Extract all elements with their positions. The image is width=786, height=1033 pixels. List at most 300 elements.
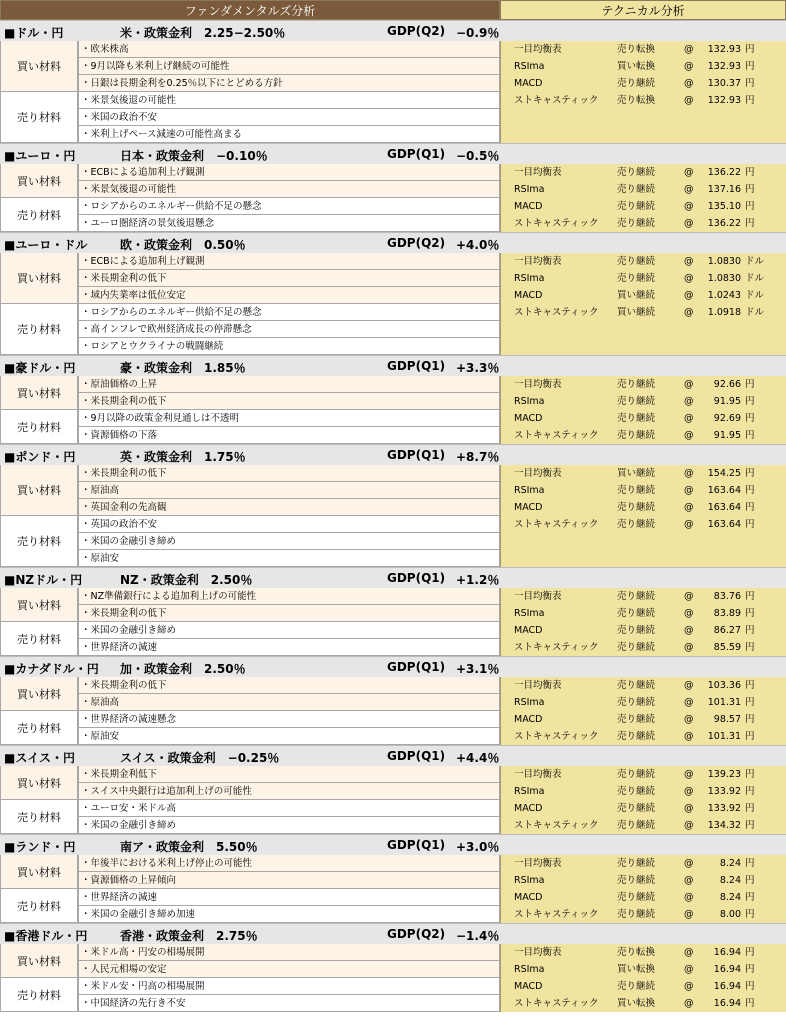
price-unit: 円 xyxy=(745,803,755,814)
technical-row xyxy=(500,92,786,109)
buy-factors-label: 買い材料 xyxy=(0,855,78,889)
indicator-name: RSIma xyxy=(514,485,545,496)
signal-status: 売り継続 xyxy=(617,625,656,636)
price-unit: ドル xyxy=(745,307,765,318)
signal-status: 売り継続 xyxy=(617,430,656,441)
buy-factor-item: ・米ドル高・円安の相場展開 xyxy=(78,944,500,961)
sell-factors-label: 売り材料 xyxy=(0,711,78,745)
at-symbol: @ xyxy=(684,167,694,178)
price-value: 132.93 xyxy=(707,95,741,106)
technical-row xyxy=(500,639,786,656)
signal-status: 売り継続 xyxy=(617,892,656,903)
pair-name: ■ランド・円 xyxy=(4,840,76,854)
price-value: 135.10 xyxy=(707,201,741,212)
price-value: 16.94 xyxy=(713,998,741,1009)
price-unit: 円 xyxy=(745,875,755,886)
buy-factors-label: 買い材料 xyxy=(0,41,78,92)
technical-row xyxy=(500,605,786,622)
price-unit: 円 xyxy=(745,608,755,619)
price-value: 101.31 xyxy=(707,697,741,708)
fundamentals-header: ファンダメンタルズ分析 xyxy=(0,0,500,20)
sell-factor-item: ・原油安 xyxy=(78,728,500,745)
at-symbol: @ xyxy=(684,731,694,742)
at-symbol: @ xyxy=(684,642,694,653)
signal-status: 売り継続 xyxy=(617,680,656,691)
policy-rate: 米・政策金利 2.25−2.50％ xyxy=(120,26,286,40)
signal-status: 売り継続 xyxy=(617,858,656,869)
at-symbol: @ xyxy=(684,625,694,636)
price-unit: 円 xyxy=(745,642,755,653)
technical-row xyxy=(500,516,786,533)
gdp-value: +4.4％ xyxy=(456,751,500,765)
technical-row xyxy=(500,766,786,783)
at-symbol: @ xyxy=(684,273,694,284)
price-value: 132.93 xyxy=(707,44,741,55)
sell-factor-item: ・米国の金融引き締め加速 xyxy=(78,906,500,923)
gdp-label: GDP(Q2) xyxy=(387,24,446,38)
signal-status: 買い継続 xyxy=(617,307,656,318)
sell-factor-item: ・ロシアとウクライナの戦闘継続 xyxy=(78,338,500,355)
pair-title-bar xyxy=(0,745,786,766)
gdp-value: +4.0％ xyxy=(456,238,500,252)
technical-row xyxy=(500,783,786,800)
indicator-name: ストキャスティック xyxy=(514,731,599,742)
pair-name: ■カナダドル・円 xyxy=(4,662,99,676)
indicator-name: ストキャスティック xyxy=(514,820,599,831)
indicator-name: MACD xyxy=(514,78,543,89)
technical-row xyxy=(500,817,786,834)
buy-factor-item: ・資源価格の上昇傾向 xyxy=(78,872,500,889)
technical-row xyxy=(500,287,786,304)
buy-factor-item: ・域内失業率は低位安定 xyxy=(78,287,500,304)
technical-header: テクニカル分析 xyxy=(500,0,786,20)
signal-status: 売り継続 xyxy=(617,502,656,513)
at-symbol: @ xyxy=(684,519,694,530)
indicator-name: MACD xyxy=(514,413,543,424)
gdp-label: GDP(Q2) xyxy=(387,236,446,250)
price-value: 101.31 xyxy=(707,731,741,742)
pair-title-bar xyxy=(0,355,786,376)
technical-row xyxy=(500,677,786,694)
technical-row xyxy=(500,711,786,728)
policy-rate: スイス・政策金利 −0.25％ xyxy=(120,751,280,765)
indicator-name: MACD xyxy=(514,290,543,301)
signal-status: 売り継続 xyxy=(617,731,656,742)
signal-status: 売り継続 xyxy=(617,201,656,212)
signal-status: 売り転換 xyxy=(617,947,656,958)
indicator-name: 一目均衡表 xyxy=(514,379,562,390)
indicator-name: RSIma xyxy=(514,273,545,284)
gdp-value: +1.2％ xyxy=(456,573,500,587)
signal-status: 売り継続 xyxy=(617,413,656,424)
at-symbol: @ xyxy=(684,909,694,920)
sell-factor-item: ・英国の政治不安 xyxy=(78,516,500,533)
signal-status: 売り継続 xyxy=(617,786,656,797)
at-symbol: @ xyxy=(684,680,694,691)
price-unit: 円 xyxy=(745,379,755,390)
sell-factor-item: ・米国の金融引き締め xyxy=(78,622,500,639)
technical-row xyxy=(500,215,786,232)
signal-status: 売り継続 xyxy=(617,714,656,725)
signal-status: 買い継続 xyxy=(617,468,656,479)
price-unit: 円 xyxy=(745,964,755,975)
at-symbol: @ xyxy=(684,769,694,780)
technical-row xyxy=(500,995,786,1012)
pair-title-bar xyxy=(0,20,786,41)
buy-factor-item: ・米長期金利の低下 xyxy=(78,465,500,482)
indicator-name: 一目均衡表 xyxy=(514,591,562,602)
price-unit: 円 xyxy=(745,892,755,903)
price-unit: 円 xyxy=(745,167,755,178)
at-symbol: @ xyxy=(684,697,694,708)
indicator-name: MACD xyxy=(514,981,543,992)
price-unit: ドル xyxy=(745,273,765,284)
signal-status: 売り継続 xyxy=(617,820,656,831)
at-symbol: @ xyxy=(684,820,694,831)
indicator-name: ストキャスティック xyxy=(514,218,599,229)
indicator-name: 一目均衡表 xyxy=(514,769,562,780)
price-value: 163.64 xyxy=(707,519,741,530)
technical-row xyxy=(500,393,786,410)
price-unit: 円 xyxy=(745,519,755,530)
buy-factor-item: ・米長期金利の低下 xyxy=(78,677,500,694)
signal-status: 売り継続 xyxy=(617,184,656,195)
pair-name: ■ユーロ・ドル xyxy=(4,238,88,252)
signal-status: 買い転換 xyxy=(617,998,656,1009)
technical-row xyxy=(500,855,786,872)
sell-factor-item: ・世界経済の減速 xyxy=(78,639,500,656)
price-unit: 円 xyxy=(745,820,755,831)
buy-factor-item: ・ECBによる追加利上げ観測 xyxy=(78,253,500,270)
technical-row xyxy=(500,906,786,923)
signal-status: 売り継続 xyxy=(617,167,656,178)
gdp-value: +3.0％ xyxy=(456,840,500,854)
indicator-name: MACD xyxy=(514,625,543,636)
price-value: 163.64 xyxy=(707,502,741,513)
price-value: 130.37 xyxy=(707,78,741,89)
gdp-label: GDP(Q1) xyxy=(387,749,446,763)
technical-row xyxy=(500,427,786,444)
gdp-value: +3.1％ xyxy=(456,662,500,676)
indicator-name: ストキャスティック xyxy=(514,642,599,653)
gdp-label: GDP(Q1) xyxy=(387,448,446,462)
sell-factor-item: ・ユーロ安・米ドル高 xyxy=(78,800,500,817)
at-symbol: @ xyxy=(684,95,694,106)
buy-factor-item: ・米長期金利の低下 xyxy=(78,605,500,622)
technical-row xyxy=(500,588,786,605)
pair-name: ■NZドル・円 xyxy=(4,573,83,587)
buy-factors-label: 買い材料 xyxy=(0,766,78,800)
at-symbol: @ xyxy=(684,591,694,602)
gdp-label: GDP(Q2) xyxy=(387,927,446,941)
indicator-name: ストキャスティック xyxy=(514,430,599,441)
indicator-name: MACD xyxy=(514,201,543,212)
at-symbol: @ xyxy=(684,256,694,267)
buy-factor-item: ・原油高 xyxy=(78,694,500,711)
signal-status: 買い転換 xyxy=(617,964,656,975)
price-unit: ドル xyxy=(745,290,765,301)
signal-status: 売り継続 xyxy=(617,697,656,708)
pair-title-bar xyxy=(0,656,786,677)
price-unit: 円 xyxy=(745,502,755,513)
buy-factors-label: 買い材料 xyxy=(0,253,78,304)
indicator-name: ストキャスティック xyxy=(514,998,599,1009)
price-value: 83.89 xyxy=(713,608,741,619)
signal-status: 売り転換 xyxy=(617,44,656,55)
signal-status: 買い転換 xyxy=(617,61,656,72)
technical-row xyxy=(500,41,786,58)
price-unit: 円 xyxy=(745,184,755,195)
price-unit: 円 xyxy=(745,468,755,479)
technical-row xyxy=(500,181,786,198)
pair-title-bar xyxy=(0,923,786,944)
policy-rate: 香港・政策金利 2.75％ xyxy=(120,929,258,943)
price-value: 133.92 xyxy=(707,803,741,814)
buy-factors-label: 買い材料 xyxy=(0,164,78,198)
price-unit: 円 xyxy=(745,44,755,55)
signal-status: 売り継続 xyxy=(617,519,656,530)
buy-factor-item: ・ECBによる追加利上げ観測 xyxy=(78,164,500,181)
gdp-value: +8.7％ xyxy=(456,450,500,464)
price-unit: 円 xyxy=(745,697,755,708)
price-value: 137.16 xyxy=(707,184,741,195)
technical-row xyxy=(500,75,786,92)
sell-factor-item: ・ロシアからのエネルギー供給不足の懸念 xyxy=(78,198,500,215)
policy-rate: 南ア・政策金利 5.50％ xyxy=(120,840,258,854)
buy-factor-item: ・9月以降も米利上げ継続の可能性 xyxy=(78,58,500,75)
technical-row xyxy=(500,270,786,287)
price-value: 8.24 xyxy=(719,858,741,869)
price-unit: 円 xyxy=(745,95,755,106)
sell-factors-label: 売り材料 xyxy=(0,800,78,834)
indicator-name: ストキャスティック xyxy=(514,909,599,920)
sell-factor-item: ・米国の政治不安 xyxy=(78,109,500,126)
technical-row xyxy=(500,198,786,215)
sell-factor-item: ・世界経済の減速懸念 xyxy=(78,711,500,728)
at-symbol: @ xyxy=(684,78,694,89)
price-value: 154.25 xyxy=(707,468,741,479)
buy-factor-item: ・欧米株高 xyxy=(78,41,500,58)
price-unit: ドル xyxy=(745,256,765,267)
indicator-name: 一目均衡表 xyxy=(514,44,562,55)
price-unit: 円 xyxy=(745,61,755,72)
gdp-label: GDP(Q1) xyxy=(387,147,446,161)
sell-factor-item: ・高インフレで欧州経済成長の停滞懸念 xyxy=(78,321,500,338)
technical-row xyxy=(500,889,786,906)
at-symbol: @ xyxy=(684,892,694,903)
buy-factor-item: ・年後半における米利上げ停止の可能性 xyxy=(78,855,500,872)
buy-factor-item: ・英国金利の先高観 xyxy=(78,499,500,516)
pair-name: ■ドル・円 xyxy=(4,26,64,40)
pair-name: ■豪ドル・円 xyxy=(4,361,76,375)
price-value: 136.22 xyxy=(707,218,741,229)
indicator-name: RSIma xyxy=(514,964,545,975)
price-value: 1.0918 xyxy=(707,307,741,318)
at-symbol: @ xyxy=(684,201,694,212)
signal-status: 売り継続 xyxy=(617,379,656,390)
buy-factors-label: 買い材料 xyxy=(0,677,78,711)
price-value: 163.64 xyxy=(707,485,741,496)
signal-status: 売り継続 xyxy=(617,981,656,992)
buy-factor-item: ・米長期金利の低下 xyxy=(78,270,500,287)
price-unit: 円 xyxy=(745,485,755,496)
sell-factor-item: ・ユーロ圏経済の景気後退懸念 xyxy=(78,215,500,232)
technical-row xyxy=(500,872,786,889)
sell-factors-label: 売り材料 xyxy=(0,304,78,355)
price-unit: 円 xyxy=(745,998,755,1009)
indicator-name: RSIma xyxy=(514,184,545,195)
indicator-name: 一目均衡表 xyxy=(514,858,562,869)
sell-factor-item: ・9月以降の政策金利見通しは不透明 xyxy=(78,410,500,427)
signal-status: 売り継続 xyxy=(617,485,656,496)
gdp-value: −0.5％ xyxy=(456,149,500,163)
signal-status: 売り継続 xyxy=(617,218,656,229)
indicator-name: MACD xyxy=(514,803,543,814)
at-symbol: @ xyxy=(684,379,694,390)
indicator-name: 一目均衡表 xyxy=(514,947,562,958)
price-unit: 円 xyxy=(745,981,755,992)
indicator-name: RSIma xyxy=(514,396,545,407)
signal-status: 売り継続 xyxy=(617,273,656,284)
indicator-name: RSIma xyxy=(514,875,545,886)
signal-status: 売り継続 xyxy=(617,875,656,886)
sell-factor-item: ・原油安 xyxy=(78,550,500,567)
technical-row xyxy=(500,304,786,321)
price-value: 92.66 xyxy=(713,379,741,390)
price-unit: 円 xyxy=(745,947,755,958)
indicator-name: RSIma xyxy=(514,786,545,797)
at-symbol: @ xyxy=(684,502,694,513)
buy-factor-item: ・スイス中央銀行は追加利上げの可能性 xyxy=(78,783,500,800)
buy-factor-item: ・NZ準備銀行による追加利上げの可能性 xyxy=(78,588,500,605)
price-unit: 円 xyxy=(745,786,755,797)
pair-title-bar xyxy=(0,143,786,164)
at-symbol: @ xyxy=(684,468,694,479)
buy-factors-label: 買い材料 xyxy=(0,465,78,516)
price-value: 91.95 xyxy=(713,396,741,407)
technical-row xyxy=(500,482,786,499)
policy-rate: 豪・政策金利 1.85％ xyxy=(120,361,246,375)
at-symbol: @ xyxy=(684,786,694,797)
technical-row xyxy=(500,800,786,817)
buy-factor-item: ・米長期金利低下 xyxy=(78,766,500,783)
sell-factors-label: 売り材料 xyxy=(0,92,78,143)
at-symbol: @ xyxy=(684,413,694,424)
price-value: 8.24 xyxy=(719,875,741,886)
technical-row xyxy=(500,410,786,427)
price-value: 1.0243 xyxy=(707,290,741,301)
at-symbol: @ xyxy=(684,947,694,958)
at-symbol: @ xyxy=(684,61,694,72)
gdp-value: −0.9％ xyxy=(456,26,500,40)
price-value: 1.0830 xyxy=(707,273,741,284)
pair-title-bar xyxy=(0,232,786,253)
signal-status: 売り継続 xyxy=(617,256,656,267)
sell-factors-label: 売り材料 xyxy=(0,516,78,567)
at-symbol: @ xyxy=(684,290,694,301)
pair-title-bar xyxy=(0,567,786,588)
price-unit: 円 xyxy=(745,625,755,636)
price-unit: 円 xyxy=(745,714,755,725)
sell-factors-label: 売り材料 xyxy=(0,978,78,1012)
price-value: 139.23 xyxy=(707,769,741,780)
technical-row xyxy=(500,944,786,961)
price-value: 16.94 xyxy=(713,964,741,975)
price-unit: 円 xyxy=(745,430,755,441)
at-symbol: @ xyxy=(684,184,694,195)
policy-rate: NZ・政策金利 2.50％ xyxy=(120,573,253,587)
signal-status: 買い継続 xyxy=(617,290,656,301)
technical-row xyxy=(500,253,786,270)
price-value: 91.95 xyxy=(713,430,741,441)
gdp-value: +3.3％ xyxy=(456,361,500,375)
sell-factors-label: 売り材料 xyxy=(0,622,78,656)
pair-title-bar xyxy=(0,834,786,855)
price-value: 8.00 xyxy=(719,909,741,920)
price-value: 133.92 xyxy=(707,786,741,797)
gdp-value: −1.4％ xyxy=(456,929,500,943)
at-symbol: @ xyxy=(684,714,694,725)
technical-row xyxy=(500,376,786,393)
gdp-label: GDP(Q1) xyxy=(387,660,446,674)
price-value: 86.27 xyxy=(713,625,741,636)
technical-row xyxy=(500,961,786,978)
price-value: 132.93 xyxy=(707,61,741,72)
policy-rate: 英・政策金利 1.75％ xyxy=(120,450,246,464)
price-value: 103.36 xyxy=(707,680,741,691)
buy-factor-item: ・米長期金利の低下 xyxy=(78,393,500,410)
pair-name: ■ポンド・円 xyxy=(4,450,76,464)
technical-row xyxy=(500,622,786,639)
signal-status: 売り継続 xyxy=(617,769,656,780)
indicator-name: MACD xyxy=(514,892,543,903)
technical-row xyxy=(500,58,786,75)
sell-factors-label: 売り材料 xyxy=(0,889,78,923)
indicator-name: RSIma xyxy=(514,697,545,708)
signal-status: 売り継続 xyxy=(617,909,656,920)
price-unit: 円 xyxy=(745,413,755,424)
at-symbol: @ xyxy=(684,307,694,318)
buy-factor-item: ・人民元相場の安定 xyxy=(78,961,500,978)
sell-factor-item: ・米景気後退の可能性 xyxy=(78,92,500,109)
price-value: 98.57 xyxy=(713,714,741,725)
at-symbol: @ xyxy=(684,608,694,619)
price-unit: 円 xyxy=(745,201,755,212)
signal-status: 売り継続 xyxy=(617,396,656,407)
price-value: 136.22 xyxy=(707,167,741,178)
signal-status: 売り継続 xyxy=(617,642,656,653)
at-symbol: @ xyxy=(684,998,694,1009)
indicator-name: 一目均衡表 xyxy=(514,680,562,691)
sell-factors-label: 売り材料 xyxy=(0,198,78,232)
signal-status: 売り継続 xyxy=(617,803,656,814)
at-symbol: @ xyxy=(684,44,694,55)
price-value: 16.94 xyxy=(713,981,741,992)
price-unit: 円 xyxy=(745,218,755,229)
price-value: 83.76 xyxy=(713,591,741,602)
price-value: 134.32 xyxy=(707,820,741,831)
gdp-label: GDP(Q1) xyxy=(387,571,446,585)
pair-name: ■香港ドル・円 xyxy=(4,929,88,943)
indicator-name: RSIma xyxy=(514,61,545,72)
pair-name: ■ユーロ・円 xyxy=(4,149,76,163)
signal-status: 売り継続 xyxy=(617,608,656,619)
technical-row xyxy=(500,728,786,745)
signal-status: 売り継続 xyxy=(617,78,656,89)
at-symbol: @ xyxy=(684,875,694,886)
at-symbol: @ xyxy=(684,430,694,441)
buy-factors-label: 買い材料 xyxy=(0,376,78,410)
